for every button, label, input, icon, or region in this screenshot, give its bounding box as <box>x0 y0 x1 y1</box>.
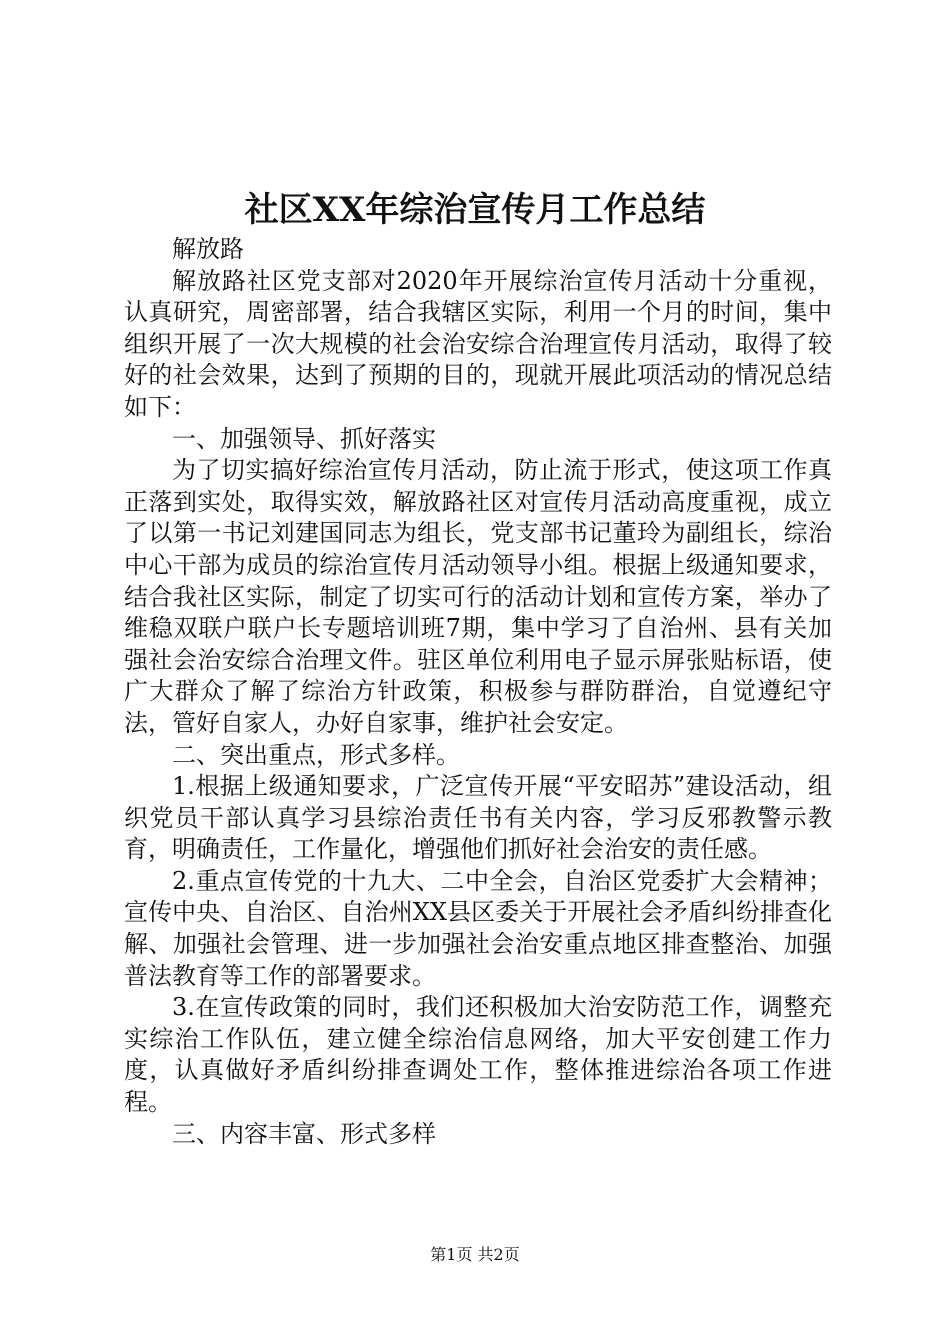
section-2-item-1: 1.根据上级通知要求，广泛宣传开展“平安昭苏”建设活动，组织党员干部认真学习县综治责任书有关内容，学习反邪教警示教育，明确责任，工作量化，增强他们抓好社会治安的责任感。 <box>124 772 832 864</box>
section-heading-3: 三、内容丰富、形式多样 <box>172 1119 436 1148</box>
page-title: 社区XX年综治宣传月工作总结 <box>244 190 706 230</box>
section-2-item-2: 2.重点宣传党的十九大、二中全会，自治区党委扩大会精神；宣传中央、自治区、自治州XX县区委关于开展社会矛盾纠纷排查化解、加强社会管理、进一步加强社会治安重点地区排查整治、加强普法教育等工作的部署要求。 <box>124 866 832 990</box>
section-2-item-3: 3.在宣传政策的同时，我们还积极加大治安防范工作，调整充实综治工作队伍，建立健全综治信息网络，加大平安创建工作力度，认真做好矛盾纠纷排查调处工作，整体推进综治各项工作进程。 <box>124 993 832 1117</box>
intro-paragraph: 解放路社区党支部对2020年开展综治宣传月活动十分重视，认真研究，周密部署，结合我辖区实际，利用一个月的时间，集中组织开展了一次大规模的社会治安综合治理宣传月活动，取得了较好的社会效果，达到了预期的目的，现就开展此项活动的情况总结如下： <box>124 266 832 421</box>
section-heading-2: 二、突出重点，形式多样。 <box>172 740 460 769</box>
document-body <box>124 234 832 1150</box>
section-heading-1: 一、加强领导、抓好落实 <box>172 424 436 453</box>
author-line: 解放路 <box>172 235 244 263</box>
section-1-paragraph: 为了切实搞好综治宣传月活动，防止流于形式，使这项工作真正落到实处，取得实效，解放路社区对宣传月活动高度重视，成立了以第一书记刘建国同志为组长，党支部书记董玲为副组长，综治中心干部为成员的综治宣传月活动领导小组。根据上级通知要求，结合我社区实际，制定了切实可行的活动计划和宣传方案，举办了维稳双联户联户长专题培训班7期，集中学习了自治州、县有关加强社会治安综合治理文件。驻区单位利用电子显示屏张贴标语，使广大群众了解了综治方针政策，积极参与群防群治，自觉遵纪守法，管好自家人，办好自家事，维护社会安定。 <box>124 456 832 737</box>
page-footer: 第1页 共2页 <box>430 1245 520 1264</box>
